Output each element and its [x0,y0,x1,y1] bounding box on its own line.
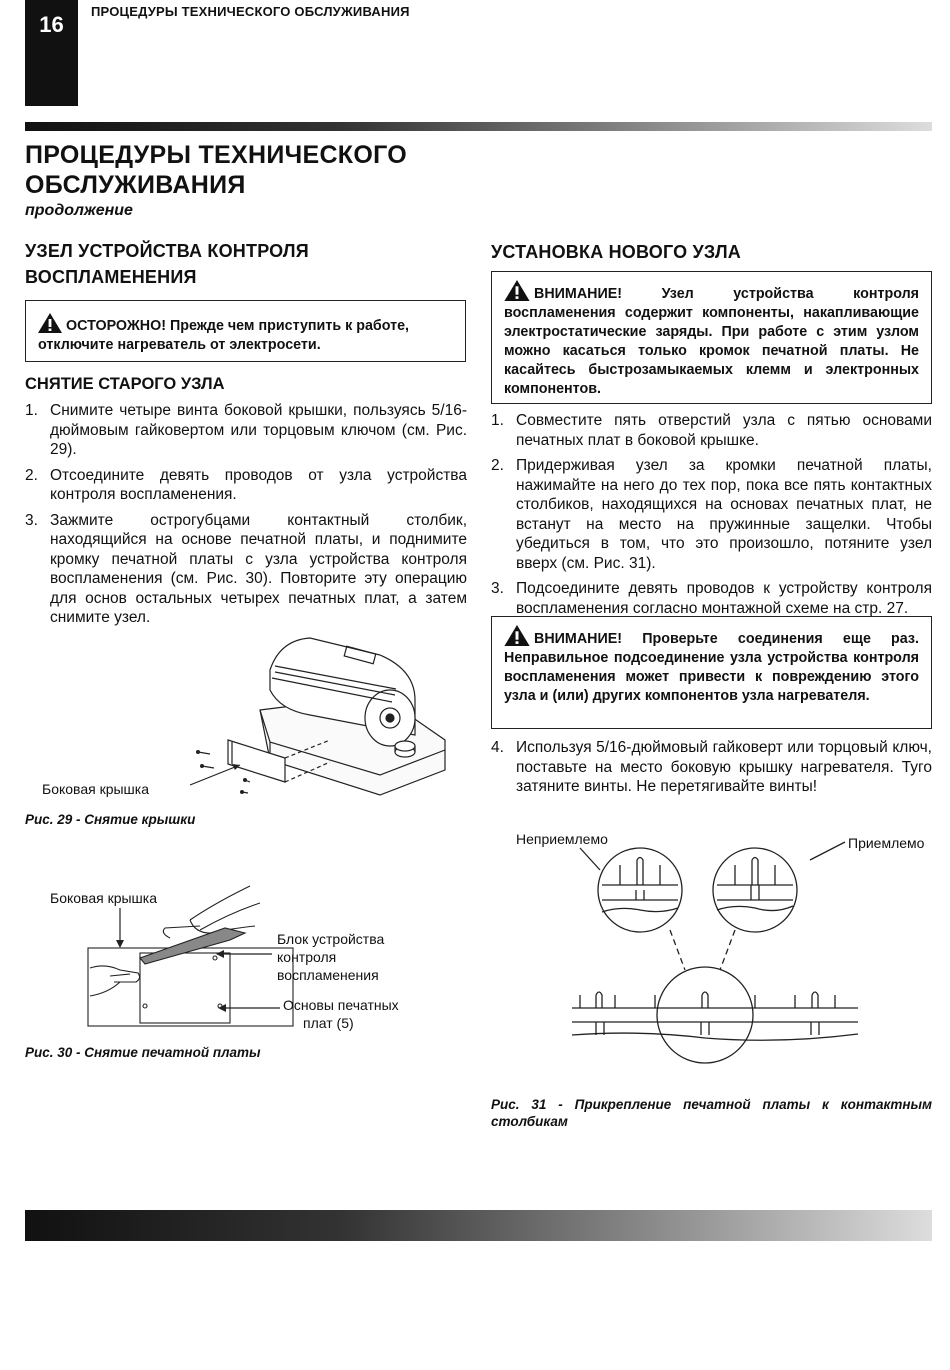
left-heading-line2: ВОСПЛАМЕНЕНИЯ [25,267,197,287]
figure-31-terminal-posts [560,830,860,1090]
figure-29-heater-illustration [180,630,460,810]
page-title [25,140,407,200]
fig30-label-cover: Боковая крышка [50,890,158,906]
fig30-label-block-line2: контроля [277,949,337,965]
step-number: 4. [491,739,504,756]
top-rule [25,122,932,131]
step-text: Совместите пять отверстий узла с пятью основами печатных плат в боковой крышке. [516,412,932,449]
fig30-label-block-line1: Блок устройства [277,931,385,947]
install-steps-list-2 [491,738,932,803]
page-subtitle: продолжение [25,202,133,219]
left-section-heading [25,238,309,290]
warning-box-power [25,300,466,362]
step-text: Подсоедините девять проводов к устройству контроля воспламенения согласно монтажной схеме на стр. 27. [516,580,932,617]
fig30-label-bases-line1: Основы печатных [283,997,399,1013]
page-number: 16 [39,12,64,37]
caution-text-static: ВНИМАНИЕ! Узел устройства контроля воспламенения содержит компоненты, накапливающие электростатические заряды. При работе с этим узлом можно касаться только кромок печатной платы. Не касайтесь быстрозамыкаемых клемм и электронных компонентов. [504,286,919,397]
list-item [491,738,932,797]
fig31-label-good: Приемлемо [848,835,925,851]
running-title: ПРОЦЕДУРЫ ТЕХНИЧЕСКОГО ОБСЛУЖИВАНИЯ [91,4,410,19]
page-title-line2: ОБСЛУЖИВАНИЯ [25,171,246,199]
fig29-caption: Рис. 29 - Снятие крышки [25,812,196,827]
install-heading: УСТАНОВКА НОВОГО УЗЛА [491,242,741,262]
list-item [25,401,467,460]
bottom-rule [25,1210,932,1241]
step-number: 3. [25,511,38,529]
removal-heading: СНЯТИЕ СТАРОГО УЗЛА [25,375,225,393]
caution-box-connections [491,616,932,729]
step-text: Используя 5/16-дюймовый гайковерт или торцовый ключ, поставьте на место боковую крышку нагревателя. Туго затяните винты. Не перетягивайте винты! [516,739,932,795]
fig30-label-block-line3: воспламенения [277,967,379,983]
fig30-label-bases-line2: плат (5) [303,1015,354,1031]
caution-text-connections: ВНИМАНИЕ! Проверьте соединения еще раз. Неправильное подсоединение узла устройства контроля воспламенения может привести к повреждению этого узла и (или) других компонентов узла нагревателя. [504,631,919,704]
fig31-label-bad: Неприемлемо [516,831,608,847]
step-number: 3. [491,580,504,597]
warning-text-power: ОСТОРОЖНО! Прежде чем приступить к работе, отключите нагреватель от электросети. [38,318,410,353]
list-item [491,456,932,573]
fig30-label-block [277,930,384,984]
step-text: Снимите четыре винта боковой крышки, пользуясь 5/16-дюймовым гайковертом или торцовым ключом (см. Рис. 29). [50,402,467,458]
fig30-label-bases [283,996,399,1032]
page-number-tab [25,0,78,106]
list-item [491,411,932,450]
step-number: 1. [25,402,38,419]
fig31-caption: Рис. 31 - Прикрепление печатной платы к контактным столбикам [491,1097,932,1129]
step-text: Придерживая узел за кромки печатной платы, нажимайте на него до тех пор, пока все пять контактных столбиков, находящихся на основах печатных плат, не встанут на место на пружинные защелки. Чтобы убедиться в том, что это произошло, потяните узел вверх (см. Рис. 31). [516,457,932,572]
warning-triangle-icon [504,625,530,646]
fig30-caption: Рис. 30 - Снятие печатной платы [25,1045,261,1060]
page-title-line1: ПРОЦЕДУРЫ ТЕХНИЧЕСКОГО [25,141,407,169]
removal-steps-list [25,401,467,634]
list-item [491,579,932,618]
step-number: 1. [491,412,504,429]
step-number: 2. [491,457,504,474]
step-text: Отсоедините девять проводов от узла устройства контроля воспламенения. [50,466,467,503]
left-heading-line1: УЗЕЛ УСТРОЙСТВА КОНТРОЛЯ [25,241,309,261]
step-number: 2. [25,466,38,484]
caution-box-static [491,271,932,404]
fig29-label-cover: Боковая крышка [42,781,150,797]
list-item [25,511,467,628]
list-item [25,466,467,505]
warning-triangle-icon [504,280,530,301]
step-text: Зажмите острогубцами контактный столбик, находящийся на основе печатной платы, и поднимите кромку печатной платы с узла устройства контроля воспламенения (см. Рис. 30). Повторите эту операцию для основ остальных четырех печатных плат, а затем снимите узел. [50,511,467,626]
warning-triangle-icon [38,313,62,333]
install-steps-list [491,411,932,624]
